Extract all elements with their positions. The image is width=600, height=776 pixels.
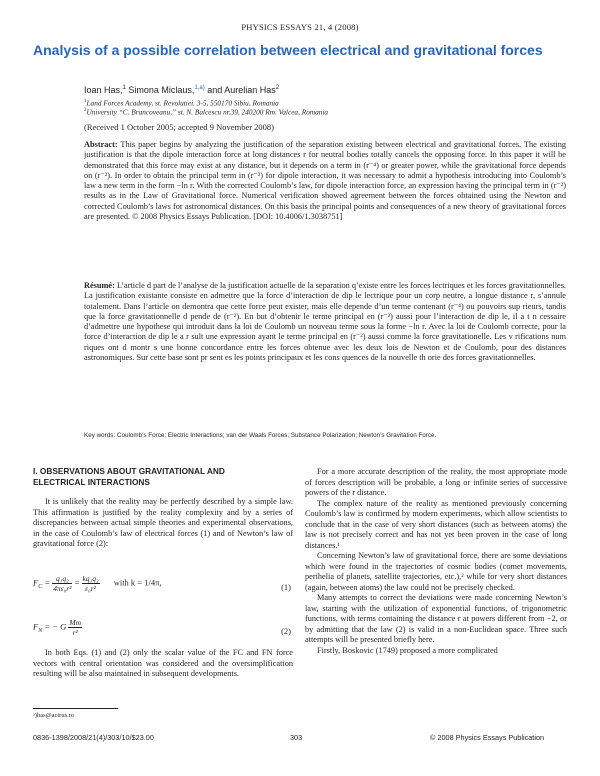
resume — [84, 281, 566, 363]
left-paragraph-1-text: It is unlikely that the reality may be perfectly described by a simple law. This affirmation is justified by the reality complexity and by a series of discrepancies between actual simple theories and experimental observations, in the case of Coulomb’s law of electrical forces (1) and of Newton’s law of gravitational force (2): — [33, 497, 293, 548]
right-paragraph-5: Firstly, Boskovic (1749) proposed a more complicated — [317, 645, 498, 655]
affiliation-2 — [84, 106, 328, 116]
journal-header: PHYSICS ESSAYS 21, 4 (2008) — [241, 22, 359, 32]
footer-copyright: © 2008 Physics Essays Publication — [430, 733, 545, 742]
eq2-lhs: F — [33, 621, 39, 632]
equation-1: $F_C$ = $\frac{\text{q₁q₂}}{\text{4πε₀r²}}$ = $\frac{\text{kq₁q₂}}{\text{ε₀r²}}$ with k = 1/4π, (1) — [33, 574, 291, 593]
equation-2 — [33, 618, 293, 644]
right-paragraph-1: For a more accurate description of the reality, the most appropriate mode of forces description will be probable, a long or infinite series of successive powers of the r distance. — [305, 467, 567, 497]
author-3-sup: 2 — [275, 85, 280, 91]
resume-text: L’article d part de l’analyse de la justification actuelle de la separation q’existe entre les forces lectriques et les forces gravitationnelles. La justification existante consiste en admettre que la force d’interaction de dip le lectrique pour un corp neutre, a longue distance r, s’annule totalement. Dans l’article on demontra que cette force peut exister, mais elle depende d’un terme contenant (r⁻⁴) ou pouvoirs sup rieurs, tandis que la force gravitationnelle d pende de (r⁻²). En but d’obtenir le terme principal en (r⁻²) aussi pour l’interaction de dip le, il a t n cessaire d’admettre une hypothese qui introduit dans la loi de Coulomb un nouveau terme sous la forme −ln r. Avec la loi de Coulomb correcte, pour la force d’interaction de dip le a r sult une expression ayant le terme principal en (r⁻²) aussi comme la force gravitationelle. Les v rifications num riques ont d montr s une bonne concordance entre les forces obtenue avec les deux lois de Newton et de Coulomb, pour des distances astronomiques. Sur cette base sont pr sent es les points principaux et les cons quences de la nouvelle th orie des forces gravitationnelles. — [84, 281, 566, 363]
footnote: ᵃ)has@actrus.ro — [33, 712, 75, 719]
eq2-lhs-sub: N — [38, 628, 43, 635]
received-dates: (Received 1 October 2005; accepted 9 November 2008) — [84, 122, 274, 132]
eq1-equals: = — [42, 577, 53, 588]
eq2-f-den: r² — [72, 628, 78, 637]
eq1-lhs: F — [33, 577, 39, 588]
abstract — [84, 140, 566, 222]
footnote-rule — [33, 708, 118, 709]
affiliation-2-sup: 2 — [84, 108, 87, 113]
paper-title: Analysis of a possible correlation between electrical and gravitational forces — [33, 42, 543, 58]
affiliation-1-sup: 1 — [84, 99, 87, 104]
eq2-equals: = − G — [42, 621, 67, 632]
eq2-f-num: Mm — [69, 618, 82, 627]
eq2-number: (2) — [281, 626, 291, 636]
section-heading: I. OBSERVATIONS ABOUT GRAVITATIONAL AND ELECTRICAL INTERACTIONS — [33, 466, 225, 487]
eq1-f2-den: ε₀r² — [85, 584, 96, 593]
author-1: Ioan Has, — [84, 85, 123, 95]
left-paragraph-2 — [33, 648, 293, 680]
abstract-text: This paper begins by analyzing the justification of the separation existing between electrical and gravitational forces. The existing justification is that the dipole interaction force at long distances r for neutral bodies totally cancels the opposing force. In this paper it will be demonstrated that this force may exist at any distance, but it depends on a term in (r⁻⁴) or greater power, while the gravitational force depends on (r⁻²). In order to obtain the principal term in (r⁻²) for dipole interaction, it was necessary to admit a hypothesis introducing into Coulomb’s law a new term in the form −ln r. With the corrected Coulomb’s law, for dipole interaction force, an expression having the principal term in (r⁻²) results as in the Law of Gravitational force. Numerical verification showed agreement between the forces obtained using the Newton and corrected Coulomb’s laws for astronomical distances. On this basis the principal points and consequences of a new theory of gravitational forces are presented. © 2008 Physics Essays Publication. [DOI: 10.4006/1.3038751] — [84, 140, 566, 222]
right-paragraph-4: Many attempts to correct the deviations were made concerning Newton’s law, starting with the utilization of exponential functions, of trigonometric functions, with terms containing the distance r at powers different from −2, or by admitting that the law (2) is valid in a non-Euclidean space. Three such attempts will be presented briefly here. — [305, 593, 567, 644]
author-2: Simona Miclaus, — [125, 85, 195, 95]
eq2-fraction — [68, 618, 82, 637]
footer-issn: 0836-1398/2008/21(4)/303/10/$23.00 — [33, 733, 154, 742]
author-2-sup: 1,a) — [194, 85, 205, 91]
keywords: Key words: Coulomb’s Force; Electric Interactions; van der Waals Forces; Substance Polarization; Newton’s Gravitation Force. — [84, 432, 437, 439]
right-column — [305, 467, 567, 656]
affiliation-1-text: Land Forces Academy, st. Revolutiei. 3-5, 550170 Sibiu, Romania — [86, 98, 279, 108]
right-paragraph-3: Concerning Newton’s law of gravitational force, there are some deviations which were found in the trajectories of cosmic bodies (comet movements, perihelia of planets, satellite trajectories, etc.),² while for very short distances (again, between atoms) the law could not be precisely checked. — [305, 551, 567, 592]
eq1-f2-num: kq₁q₂ — [82, 574, 99, 583]
eq1-number: (1) — [281, 582, 291, 592]
eq1-f1-num: q₁q₂ — [52, 574, 72, 584]
right-paragraph-2: The complex nature of the reality as mentioned previously concerning Coulomb’s law is confirmed by modern experiments, which allow scientists to conclude that in the case of very short distances (such as between atoms) the law is not precisely correct and has not yet been proven in the case of long distances.¹ — [305, 498, 567, 550]
footer-page-number: 303 — [290, 733, 303, 742]
affiliation-2-text: University “C. Brancoveanu,” st. N. Balcescu nr.39, 240200 Rm. Valcea, Romania — [86, 107, 329, 117]
resume-label: Résumé: — [84, 281, 115, 290]
eq1-lhs-sub: C — [38, 584, 43, 591]
eq1-condition: with k = 1/4π, — [113, 577, 162, 588]
author-list — [84, 85, 279, 95]
abstract-label: Abstract: — [84, 140, 118, 149]
left-paragraph-2-text: In both Eqs. (1) and (2) only the scalar value of the FC and FN force vectors with central orientation was considered and the oversimplification resulting will be also maintained in subsequent developments. — [33, 648, 293, 678]
eq1-fraction-1 — [52, 574, 72, 593]
author-1-sup: 1 — [122, 85, 126, 91]
eq1-fraction-2 — [82, 574, 100, 593]
eq1-f1-den: 4πε₀r² — [53, 584, 72, 593]
left-paragraph-1 — [33, 497, 293, 550]
author-3: and Aurelian Has — [204, 85, 276, 95]
